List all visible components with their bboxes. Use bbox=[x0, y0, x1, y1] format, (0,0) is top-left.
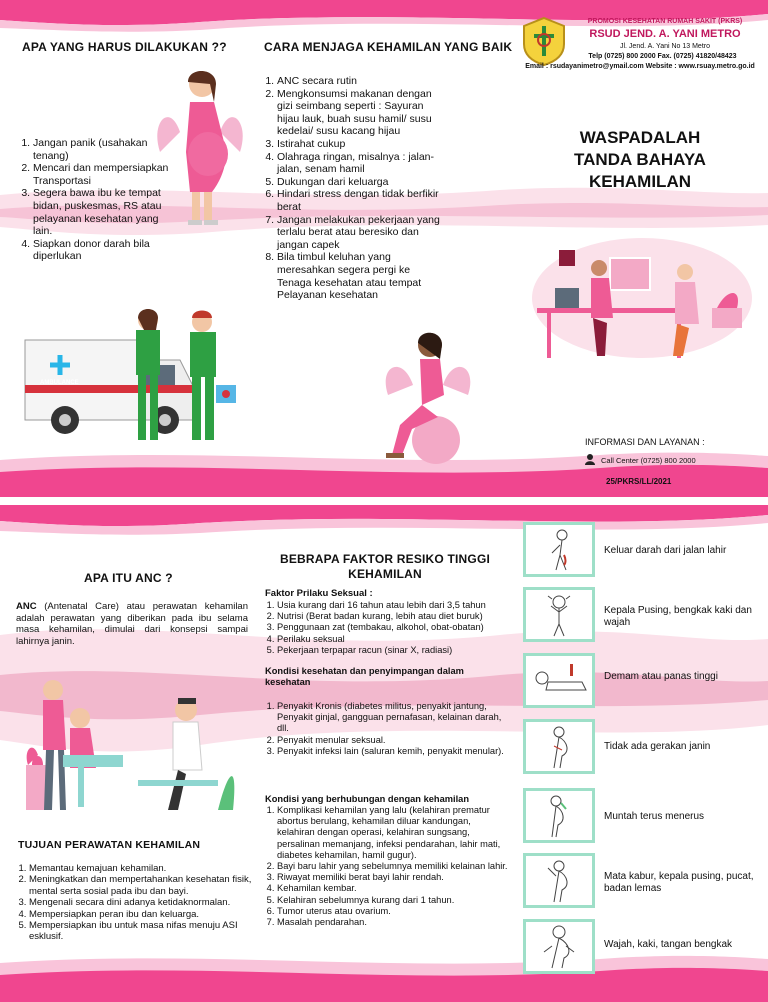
list-item: 3. Mengenali secara dini adanya ketidaknormalan. bbox=[29, 897, 256, 908]
list-item: 1. ANC secara rutin bbox=[277, 75, 444, 88]
anc-term: ANC bbox=[16, 601, 37, 612]
list-item: 1. Penyakit Kronis (diabetes militus, penyakit jantung, Penyakit ginjal, gangguan pernafasan, kelainan darah, dll. bbox=[277, 701, 509, 735]
info-label: INFORMASI DAN LAYANAN : bbox=[585, 437, 705, 447]
list-item: 2. Mencari dan mempersiapkan Transportasi bbox=[33, 162, 175, 187]
list-item: 3. Istirahat cukup bbox=[277, 138, 444, 151]
blurred-vision-sign-icon bbox=[523, 853, 595, 908]
list-item: 8. Bila timbul keluhan yang meresahkan segera pergi ke Tenaga kesehatan atau tempat Pelayanan kesehatan bbox=[277, 251, 444, 301]
list-item: 6. Tumor uterus atau ovarium. bbox=[277, 906, 509, 917]
top-wave-band bbox=[0, 505, 768, 545]
call-center: Call Center (0725) 800 2000 bbox=[601, 456, 696, 465]
list-item: 1. Jangan panik (usahakan tenang) bbox=[33, 137, 175, 162]
fever-sign-icon bbox=[523, 653, 595, 708]
org-line: PROMOSI KESEHATAN RUMAH SAKIT (PKRS) bbox=[587, 18, 743, 25]
woman-on-ball-illustration bbox=[378, 325, 478, 465]
bleeding-sign-icon bbox=[523, 522, 595, 577]
clinic-illustration bbox=[18, 670, 248, 820]
list-item: 1. Memantau kemajuan kehamilan. bbox=[29, 863, 256, 874]
hospital-name: RSUD JEND. A. YANI METRO bbox=[589, 28, 741, 40]
list-item: 3. Penggunaan zat (tembakau, alkohol, obat-obatan) bbox=[277, 622, 509, 633]
list-item: 3. Riwayat memiliki berat bayi lahir rendah. bbox=[277, 872, 509, 883]
what-to-do-title: APA YANG HARUS DILAKUKAN ?? bbox=[22, 40, 227, 54]
list-item: 5. Kelahiran sebelumnya kurang dari 1 tahun. bbox=[277, 895, 509, 906]
anc-description: (Antenatal Care) atau perawatan kehamilan adalah perawatan yang diberikan pada ibu selama masa kehamilan, dimulai dari konsepsi sampai lahirnya janin. bbox=[16, 601, 248, 647]
list-item: 4. Olahraga ringan, misalnya : jalan-jalan, senam hamil bbox=[277, 151, 444, 176]
cover-title-line: TANDA BAHAYA bbox=[574, 150, 706, 169]
list-item: 7. Jangan melakukan pekerjaan yang terlalu berat atau beresiko dan jangan capek bbox=[277, 214, 444, 252]
list-item: 5. Pekerjaan terpapar racun (sinar X, radiasi) bbox=[277, 645, 509, 656]
cover-title-line: KEHAMILAN bbox=[589, 172, 691, 191]
cover-title-line: WASPADALAH bbox=[579, 128, 701, 147]
list-item: 6. Hindari stress dengan tidak berfikir berat bbox=[277, 188, 444, 213]
hospital-phone: Telp (0725) 800 2000 Fax. (0725) 41820/48423 bbox=[588, 53, 737, 60]
care-title: CARA MENJAGA KEHAMILAN YANG BAIK bbox=[264, 40, 513, 54]
goals-list bbox=[16, 863, 256, 943]
risk-section-heading: Kondisi kesehatan dan penyimpangan dalam kesehatan bbox=[265, 666, 464, 687]
risk-title: BEBRAPA FAKTOR RESIKO TINGGI KEHAMILAN bbox=[279, 552, 491, 581]
anc-body bbox=[16, 601, 248, 647]
list-item: 5. Mempersiapkan ibu untuk masa nifas menuju ASI esklusif. bbox=[29, 920, 256, 943]
vomiting-sign-icon bbox=[523, 788, 595, 843]
hospital-address: Jl. Jend. A. Yani No 13 Metro bbox=[619, 43, 710, 50]
list-item: 7. Masalah pendarahan. bbox=[277, 917, 509, 928]
consultation-illustration bbox=[527, 228, 757, 368]
hospital-contact: Email : rsudayanimetro@ymail.com Website : www.rsuay.metro.go.id bbox=[525, 63, 755, 70]
dizzy-swelling-sign-icon bbox=[523, 587, 595, 642]
list-item: 2. Nutrisi (Berat badan kurang, lebih atau diet buruk) bbox=[277, 611, 509, 622]
list-item: 2. Penyakit menular seksual. bbox=[277, 735, 509, 746]
goals-title: TUJUAN PERAWATAN KEHAMILAN bbox=[18, 839, 201, 851]
swelling-sign-icon bbox=[523, 919, 595, 974]
hospital-logo bbox=[521, 16, 567, 66]
no-fetal-movement-sign-icon bbox=[523, 719, 595, 774]
ambulance-illustration bbox=[20, 300, 250, 445]
list-item: 4. Siapkan donor darah bila diperlukan bbox=[33, 238, 175, 263]
cover-title bbox=[560, 127, 720, 193]
bottom-wave-band bbox=[0, 945, 768, 1002]
ambulance-label: AMBULANCE bbox=[40, 380, 79, 386]
sign-label: Wajah, kaki, tangan bengkak bbox=[604, 939, 733, 950]
list-item: 2. Bayi baru lahir yang sebelumnya memiliki kelainan lahir. bbox=[277, 861, 509, 872]
pregnant-woman-illustration bbox=[150, 62, 250, 232]
list-item: 4. Perilaku seksual bbox=[277, 634, 509, 645]
document-code: 25/PKRS/LL/2021 bbox=[606, 477, 672, 486]
risk-section-heading: Kondisi yang berhubungan dengan kehamilan bbox=[265, 794, 470, 804]
list-item: 1. Komplikasi kehamilan yang lalu (kelahiran prematur abortus berulang, kehamilan diluar kandungan, kelahiran dengan operasi, kelahiran sungsang, persalinan memanjang, infeksi pendarahan, lahir mati, diabetes kehamilan, hamil gugur). bbox=[277, 805, 509, 861]
list-item: 3. Segera bawa ibu ke tempat bidan, puskesmas, RS atau pelayanan kesehatan yang lain. bbox=[33, 187, 175, 237]
phone-icon bbox=[585, 452, 597, 464]
risk-section-heading: Faktor Prilaku Seksual : bbox=[265, 588, 373, 599]
sign-label: Muntah terus menerus bbox=[604, 811, 705, 822]
brochure-outside-panel bbox=[0, 0, 768, 497]
list-item: 4. Kehamilan kembar. bbox=[277, 883, 509, 894]
sign-label: Mata kabur, kepala pusing, pucat, badan lemas bbox=[604, 871, 754, 894]
sign-label: Kepala Pusing, bengkak kaki dan wajah bbox=[604, 605, 752, 628]
list-item: 5. Dukungan dari keluarga bbox=[277, 176, 444, 189]
risk-list-pregnancy bbox=[264, 805, 509, 928]
brochure-inside-panel bbox=[0, 505, 768, 1002]
list-item: 2. Meningkatkan dan mempertahankan kesehatan fisik, mental serta sosial pada ibu dan bayi. bbox=[29, 874, 256, 897]
anc-title: APA ITU ANC ? bbox=[84, 571, 173, 585]
risk-list-behavior bbox=[264, 600, 509, 656]
panel-gap bbox=[0, 497, 768, 505]
care-list bbox=[264, 75, 444, 302]
list-item: 2. Mengkonsumsi makanan dengan gizi seimbang seperti : Sayuran hijau lauk, buah susu hamil/ susu kedelai/ susu kacang hijau bbox=[277, 88, 444, 138]
risk-list-health bbox=[264, 701, 509, 757]
list-item: 4. Mempersiapkan peran ibu dan keluarga. bbox=[29, 909, 256, 920]
list-item: 3. Penyakit infeksi lain (saluran kemih, penyakit menular). bbox=[277, 746, 509, 757]
sign-label: Demam atau panas tinggi bbox=[604, 671, 718, 682]
sign-label: Tidak ada gerakan janin bbox=[604, 741, 711, 752]
list-item: 1. Usia kurang dari 16 tahun atau lebih dari 3,5 tahun bbox=[277, 600, 509, 611]
sign-label: Keluar darah dari jalan lahir bbox=[604, 545, 727, 556]
